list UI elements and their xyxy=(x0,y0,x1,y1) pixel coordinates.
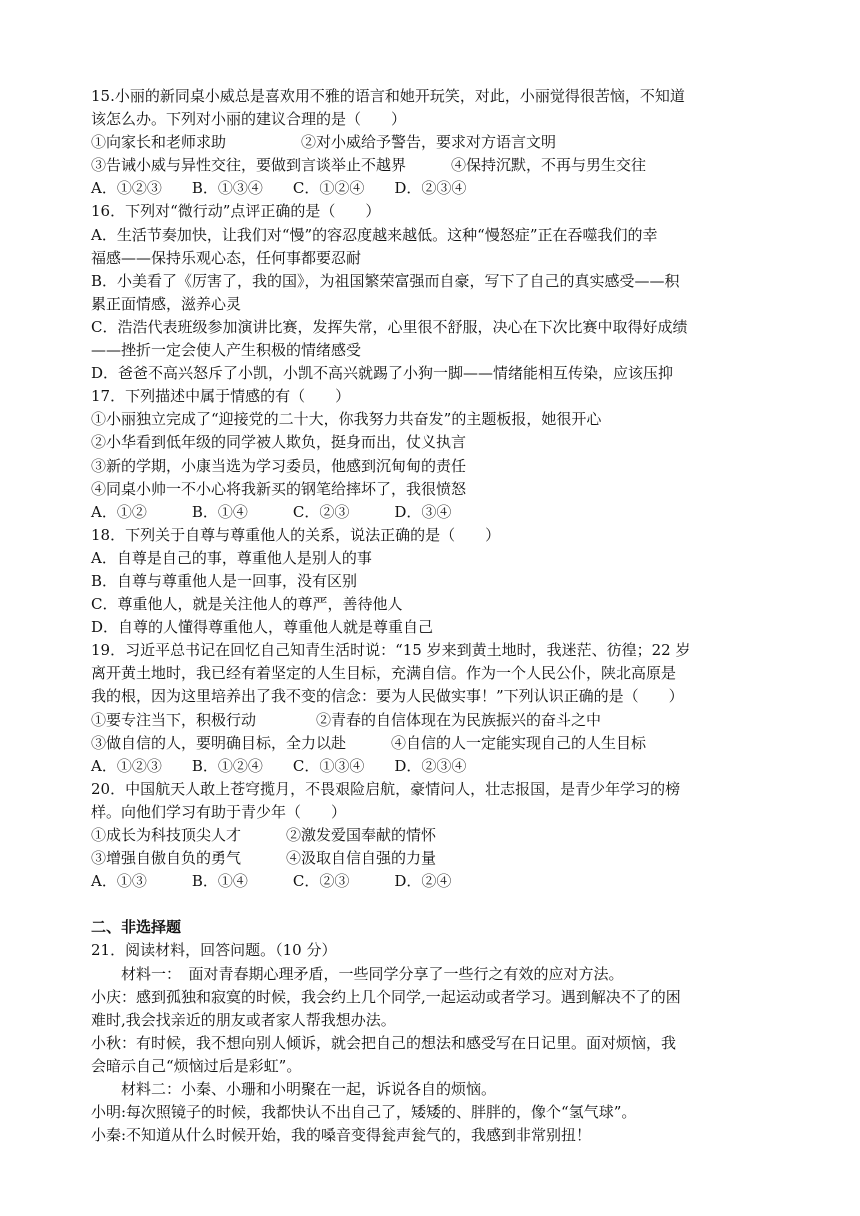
text-line: 材料一： 面对青春期心理矛盾，一些同学分享了一些行之有效的应对方法。 xyxy=(121,964,624,983)
text-line: 18．下列关于自尊与尊重他人的关系，说法正确的是（ ） xyxy=(91,525,501,544)
text-line: ③新的学期，小康当选为学习委员，他感到沉甸甸的责任 xyxy=(91,456,467,475)
text-line: ③告诫小威与异性交往，要做到言谈举止不越界 ④保持沉默，不再与男生交往 xyxy=(91,156,647,175)
text-line: 样。向他们学习有助于青少年（ ） xyxy=(91,802,347,821)
section-heading: 二、非选择题 xyxy=(91,918,182,937)
text-line: ①要专注当下，积极行动 ②青春的自信体现在为民族振兴的奋斗之中 xyxy=(91,710,602,729)
text-line: 15.小丽的新同桌小威总是喜欢用不雅的语言和她开玩笑，对此，小丽觉得很苦恼，不知道 xyxy=(91,87,685,105)
text-line: A．生活节奏加快，让我们对“慢”的容忍度越来越低。这种“慢怒症”正在吞噬我们的幸 xyxy=(91,225,658,244)
text-line: 福感——保持乐观心态，任何事都要忍耐 xyxy=(91,248,362,267)
text-line: 16．下列对“微行动”点评正确的是（ ） xyxy=(91,202,381,221)
text-line: 离开黄土地时，我已经有着坚定的人生目标，充满自信。作为一个人民公仆，陕北高原是 xyxy=(91,664,677,683)
text-line: B．小美看了《厉害了，我的国》，为祖国繁荣富强而自豪，写下了自己的真实感受——积 xyxy=(91,271,680,290)
text-line: 难时,我会找亲近的朋友或者家人帮我想办法。 xyxy=(91,1010,396,1029)
text-line xyxy=(91,893,781,916)
text-line: A．自尊是自己的事，尊重他人是别人的事 xyxy=(91,548,372,567)
text-line: 小庆：感到孤独和寂寞的时候，我会约上几个同学,一起运动或者学习。遇到解决不了的困 xyxy=(91,987,681,1006)
text-line: C．浩浩代表班级参加演讲比赛，发挥失常，心里很不舒服，决心在下次比赛中取得好成绩 xyxy=(91,317,688,336)
text-line: 小秋：有时候，我不想向别人倾诉，就会把自己的想法和感受写在日记里。面对烦恼，我 xyxy=(91,1033,677,1052)
text-line: A．①②③ B．①③④ C．①②④ D．②③④ xyxy=(91,179,467,198)
text-line: 会暗示自己“烦恼过后是彩虹”。 xyxy=(91,1056,302,1075)
text-line: 小明:每次照镜子的时候，我都快认不出自己了，矮矮的、胖胖的，像个“氢气球”。 xyxy=(91,1103,637,1122)
text-line: ——挫折一定会使人产生积极的情绪感受 xyxy=(91,341,362,360)
text-line: A．①②③ B．①②④ C．①③④ D．②③④ xyxy=(91,756,467,775)
text-line: 21．阅读材料，回答问题。（10 分） xyxy=(91,941,337,960)
text-line: A．①③ B．①④ C．②③ D．②④ xyxy=(91,872,452,891)
text-line: 累正面情感，滋养心灵 xyxy=(91,294,242,313)
text-line: ②小华看到低年级的同学被人欺负，挺身而出，仗义执言 xyxy=(91,433,467,452)
text-line: 我的根，因为这里培养出了我不变的信念：要为人民做实事！”下列认识正确的是（ ） xyxy=(91,687,684,706)
text-line: ④同桌小帅一不小心将我新买的钢笔给摔坏了，我很愤怒 xyxy=(91,479,467,498)
text-line: 17．下列描述中属于情感的有（ ） xyxy=(91,387,351,406)
text-line: ③做自信的人，要明确目标，全力以赴 ④自信的人一定能实现自己的人生目标 xyxy=(91,733,647,752)
text-line: 20．中国航天人敢上苍穹揽月，不畏艰险启航，豪情问人，壮志报国，是青少年学习的榜 xyxy=(91,779,681,798)
text-line: ①成长为科技顶尖人才 ②激发爱国奉献的情怀 xyxy=(91,826,437,844)
text-line: 小秦:不知道从什么时候开始，我的嗓音变得瓮声瓮气的，我感到非常别扭！ xyxy=(91,1126,592,1145)
text-line: ③增强自傲自负的勇气 ④汲取自信自强的力量 xyxy=(91,849,437,868)
text-line: ①向家长和老师求助 ②对小威给予警告，要求对方语言文明 xyxy=(91,133,557,152)
text-line: ①小丽独立完成了“迎接党的二十大，你我努力共奋发”的主题板报，她很开心 xyxy=(91,410,602,429)
text-line: 19．习近平总书记在回忆自己知青生活时说：“15 岁来到黄土地时，我迷茫、彷徨；22 岁 xyxy=(91,641,691,660)
text-line: 材料二：小秦、小珊和小明聚在一起，诉说各自的烦恼。 xyxy=(121,1080,497,1099)
text-line: 该怎么办。下列对小丽的建议合理的是（ ） xyxy=(91,110,407,129)
exam-content xyxy=(91,85,781,1147)
text-line: D．自尊的人懂得尊重他人，尊重他人就是尊重自己 xyxy=(91,618,434,637)
text-line: D．爸爸不高兴怒斥了小凯，小凯不高兴就踢了小狗一脚——情绪能相互传染，应该压抑 xyxy=(91,364,674,383)
text-line: A．①② B．①④ C．②③ D．③④ xyxy=(91,502,452,521)
text-line: C．尊重他人，就是关注他人的尊严，善待他人 xyxy=(91,595,403,614)
text-line: B．自尊与尊重他人是一回事，没有区别 xyxy=(91,571,358,590)
